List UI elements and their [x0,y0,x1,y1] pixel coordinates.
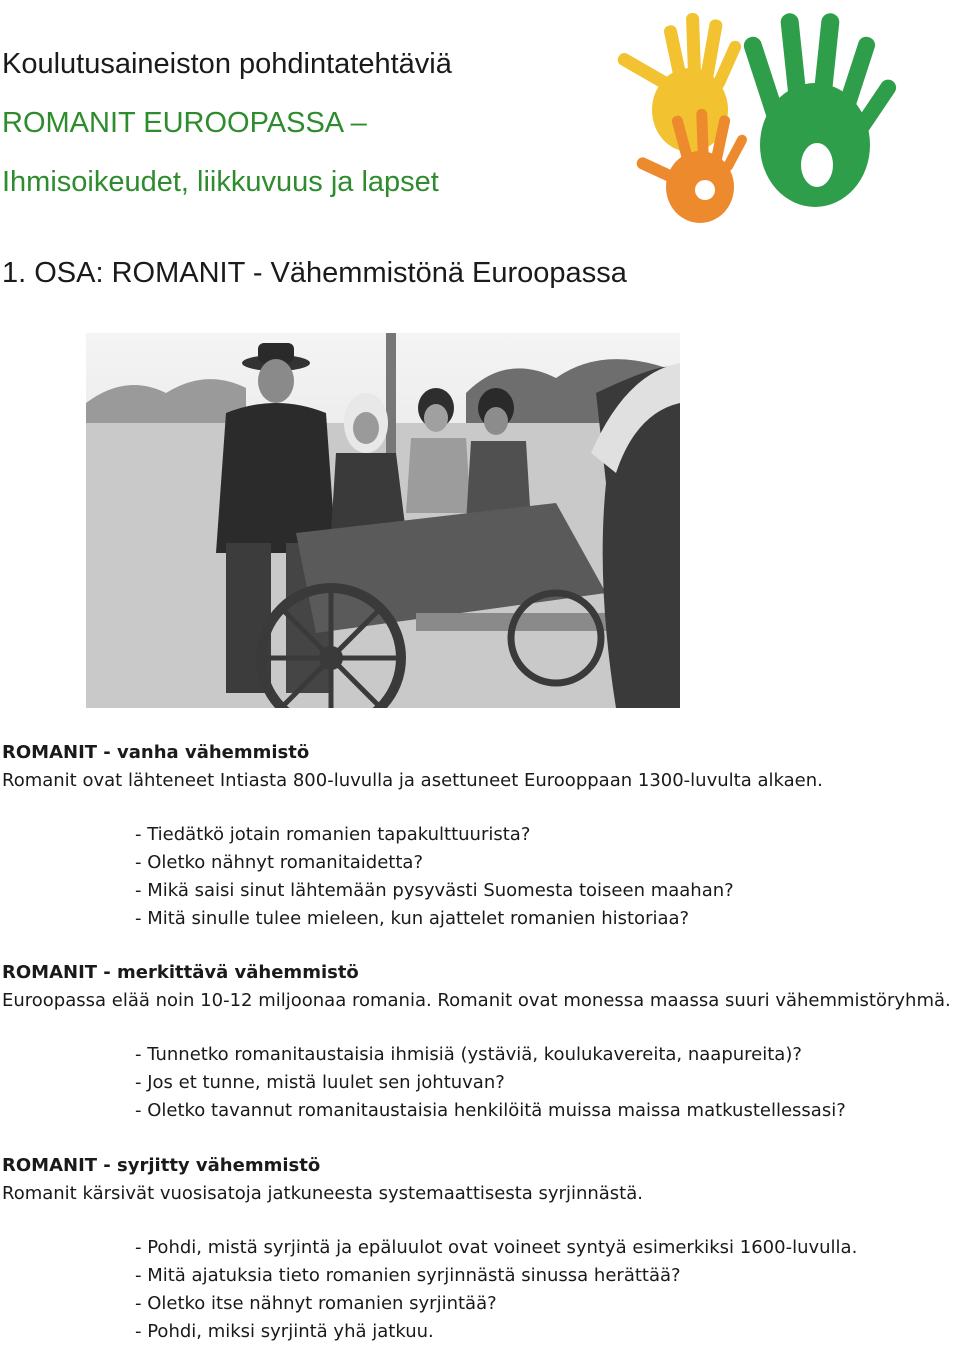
green-hand-icon [742,12,900,207]
list-item: - Jos et tunne, mistä luulet sen johtuvan? [135,1072,505,1093]
list-item: - Tiedätkö jotain romanien tapakulttuurista? [135,824,531,845]
section-text: Romanit kärsivät vuosisatoja jatkuneesta systemaattisesta syrjinnästä. [2,1183,643,1204]
list-item: - Mikä saisi sinut lähtemään pysyvästi Suomesta toiseen maahan? [135,880,734,901]
section-text: Romanit ovat lähteneet Intiasta 800-luvulla ja asettuneet Eurooppaan 1300-luvulta alkaen. [2,770,823,791]
question-list [135,1234,857,1346]
section-title: ROMANIT - merkittävä vähemmistö [2,962,359,983]
question-list [135,1041,846,1125]
list-item: - Mitä ajatuksia tieto romanien syrjinnästä sinussa herättää? [135,1265,681,1286]
document-title: Koulutusaineiston pohdintatehtäviä [2,48,452,80]
family-cart-photo [86,333,680,708]
part-heading: 1. OSA: ROMANIT - Vähemmistönä Euroopassa [2,257,627,289]
list-item: - Pohdi, miksi syrjintä yhä jatkuu. [135,1321,434,1342]
list-item: - Pohdi, mistä syrjintä ja epäluulot ovat voineet syntyä esimerkiksi 1600-luvulla. [135,1237,858,1258]
list-item: - Oletko tavannut romanitaustaisia henkilöitä muissa maissa matkustellessasi? [135,1100,846,1121]
section-text: Euroopassa elää noin 10-12 miljoonaa romania. Romanit ovat monessa maassa suuri vähemmistöryhmä. [2,990,951,1011]
section-discriminated-minority [2,1152,643,1208]
question-list [135,821,734,933]
list-item: - Mitä sinulle tulee mieleen, kun ajattelet romanien historiaa? [135,908,690,929]
list-item: - Oletko nähnyt romanitaidetta? [135,852,423,873]
document-subtitle: ROMANIT EUROOPASSA – [2,107,367,139]
list-item: - Tunnetko romanitaustaisia ihmisiä (ystäviä, koulukavereita, naapureita)? [135,1044,802,1065]
list-item: - Oletko itse nähnyt romanien syrjintää? [135,1293,497,1314]
section-significant-minority [2,959,951,1015]
document-subtitle-2: Ihmisoikeudet, liikkuvuus ja lapset [2,166,439,198]
section-old-minority [2,739,823,795]
section-title: ROMANIT - vanha vähemmistö [2,742,310,763]
section-title: ROMANIT - syrjitty vähemmistö [2,1155,321,1176]
hands-logo-icon [605,5,905,230]
